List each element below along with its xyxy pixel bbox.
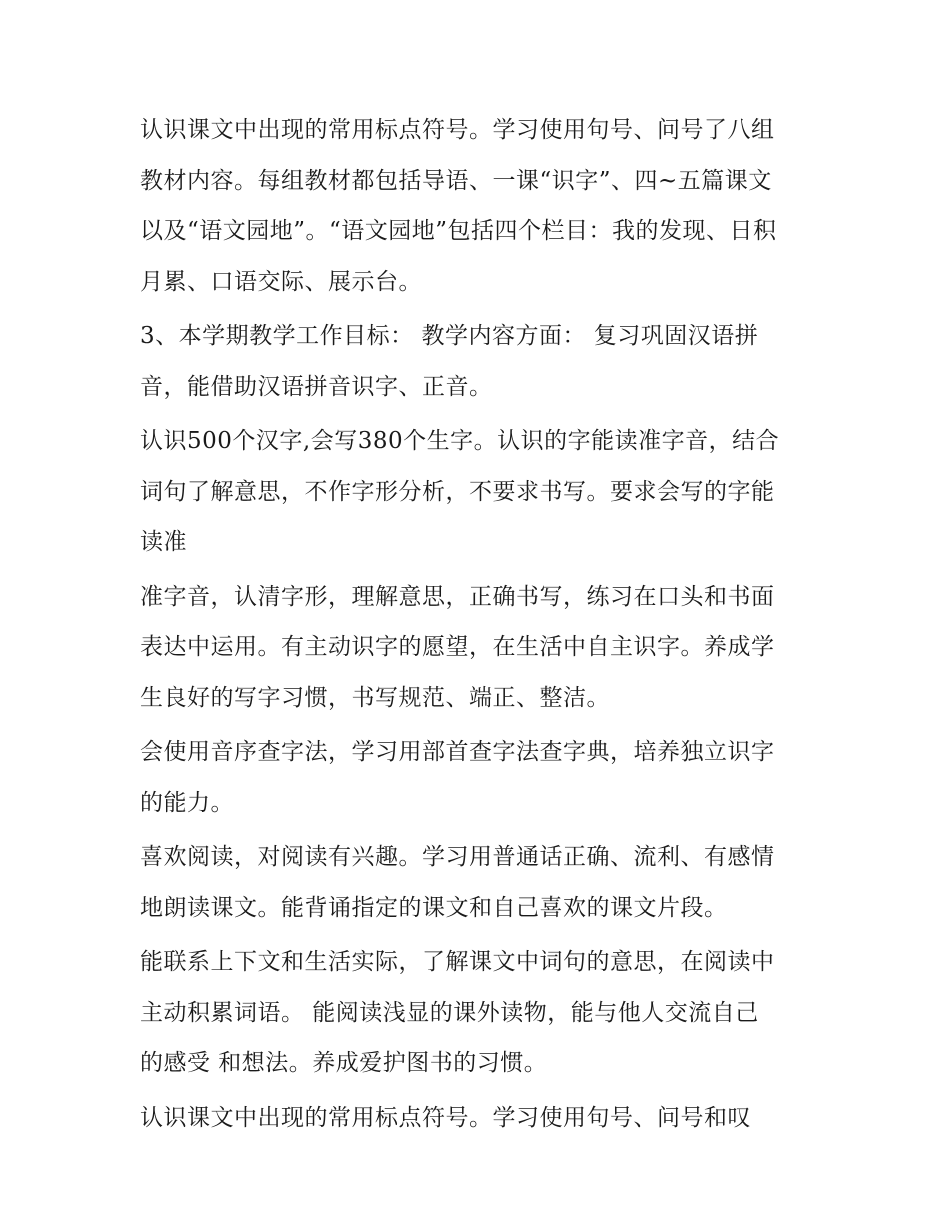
text-line: 生良好的写字习惯，书写规范、端正、整洁。 [140, 684, 610, 711]
text-line: 认识课文中出现的常用标点符号。学习使用句号、问号了八组 [140, 117, 775, 143]
text-line: 读准 [140, 529, 187, 555]
text-line: 以及“语文园地”。“语文园地”包括四个栏目：我的发现、日积 [140, 218, 777, 244]
text-line: 3、本学期教学工作目标： 教学内容方面： 复习巩固汉语拼 [140, 323, 759, 349]
text-line: 会使用音序查字法，学习用部首查字法查字典，培养独立识字 [140, 739, 775, 765]
text-line: 表达中运用。有主动识字的愿望，在生活中自主识字。养成学 [140, 634, 775, 660]
text-line: 地朗读课文。能背诵指定的课文和自己喜欢的课文片段。 [140, 894, 728, 921]
text-line: 准字音，认清字形，理解意思，正确书写，练习在口头和书面 [140, 583, 775, 610]
text-line: 主动积累词语。 能阅读浅显的课外读物，能与他人交流自己 [140, 999, 759, 1026]
paragraph-reading-comprehension [140, 937, 820, 1089]
paragraph-writing-habits [140, 572, 820, 724]
text-line: 教材内容。每组教材都包括导语、一课“识字”、四~五篇课文 [140, 167, 772, 194]
text-line: 认识500个汉字,会写380个生字。认识的字能读准字音，结合 [140, 428, 780, 454]
paragraph-punctuation-usage [140, 1093, 820, 1144]
text-line: 的能力。 [140, 789, 234, 816]
text-line: 词句了解意思，不作字形分析，不要求书写。要求会写的字能 [140, 478, 775, 505]
text-line: 月累、口语交际、展示台。 [140, 268, 422, 295]
text-line: 音，能借助汉语拼音识字、正音。 [140, 373, 493, 400]
paragraph-punctuation-intro [140, 105, 820, 307]
text-line: 能联系上下文和生活实际，了解课文中词句的意思，在阅读中 [140, 949, 775, 975]
paragraph-character-recognition [140, 416, 820, 568]
text-line: 认识课文中出现的常用标点符号。学习使用句号、问号和叹 [140, 1104, 751, 1131]
paragraph-reading-interest [140, 832, 820, 933]
paragraph-semester-goals [140, 311, 820, 412]
document-body [140, 105, 820, 1147]
paragraph-dictionary-use [140, 727, 820, 828]
text-line: 的感受 和想法。养成爱护图书的习惯。 [140, 1050, 548, 1076]
text-line: 喜欢阅读，对阅读有兴趣。学习用普通话正确、流利、有感情 [140, 844, 775, 870]
